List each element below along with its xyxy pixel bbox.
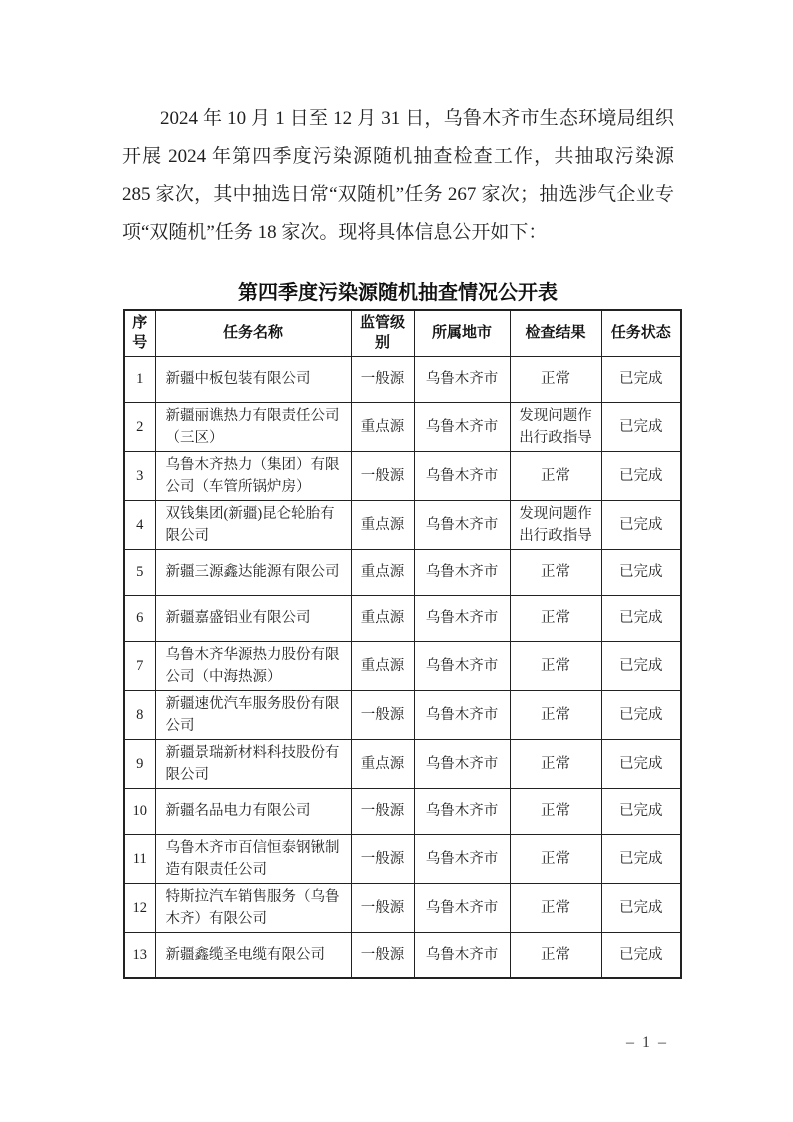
cell-seq: 12 xyxy=(124,883,155,932)
cell-seq: 13 xyxy=(124,932,155,978)
col-header-status: 任务状态 xyxy=(601,310,681,356)
table-row xyxy=(124,788,681,834)
cell-city: 乌鲁木齐市 xyxy=(414,356,510,402)
cell-task-name: 双钱集团(新疆)昆仑轮胎有限公司 xyxy=(155,500,351,549)
document-content xyxy=(122,100,674,979)
cell-level: 一般源 xyxy=(351,834,414,883)
cell-level: 一般源 xyxy=(351,883,414,932)
cell-level: 一般源 xyxy=(351,356,414,402)
intro-paragraph: 2024 年 10 月 1 日至 12 月 31 日，乌鲁木齐市生态环境局组织开展 2024 年第四季度污染源随机抽查检查工作，共抽取污染源 285 家次，其中抽选日常“双随机”任务 267 家次；抽选涉气企业专项“双随机”任务 18 家次。现将具体信息公开如下： xyxy=(122,108,674,243)
cell-seq: 11 xyxy=(124,834,155,883)
cell-task-name: 乌鲁木齐市百信恒泰钢锹制造有限责任公司 xyxy=(155,834,351,883)
cell-seq: 7 xyxy=(124,641,155,690)
cell-city: 乌鲁木齐市 xyxy=(414,739,510,788)
cell-city: 乌鲁木齐市 xyxy=(414,932,510,978)
cell-city: 乌鲁木齐市 xyxy=(414,451,510,500)
col-header-seq: 序号 xyxy=(124,310,155,356)
cell-result: 正常 xyxy=(510,451,601,500)
cell-level: 一般源 xyxy=(351,932,414,978)
cell-result: 正常 xyxy=(510,549,601,595)
table-row xyxy=(124,641,681,690)
cell-result: 正常 xyxy=(510,834,601,883)
cell-task-name: 新疆丽谯热力有限责任公司（三区） xyxy=(155,402,351,451)
cell-result: 正常 xyxy=(510,883,601,932)
cell-task-name: 新疆嘉盛铝业有限公司 xyxy=(155,595,351,641)
table-title: 第四季度污染源随机抽查情况公开表 xyxy=(238,282,558,304)
cell-status: 已完成 xyxy=(601,739,681,788)
cell-seq: 9 xyxy=(124,739,155,788)
table-row xyxy=(124,451,681,500)
cell-city: 乌鲁木齐市 xyxy=(414,690,510,739)
cell-task-name: 特斯拉汽车销售服务（乌鲁木齐）有限公司 xyxy=(155,883,351,932)
cell-level: 重点源 xyxy=(351,739,414,788)
cell-seq: 6 xyxy=(124,595,155,641)
cell-status: 已完成 xyxy=(601,641,681,690)
cell-level: 重点源 xyxy=(351,641,414,690)
col-header-name: 任务名称 xyxy=(155,310,351,356)
cell-city: 乌鲁木齐市 xyxy=(414,834,510,883)
cell-result: 正常 xyxy=(510,690,601,739)
cell-result: 正常 xyxy=(510,595,601,641)
cell-result: 正常 xyxy=(510,356,601,402)
cell-task-name: 新疆名品电力有限公司 xyxy=(155,788,351,834)
cell-seq: 3 xyxy=(124,451,155,500)
cell-result: 正常 xyxy=(510,739,601,788)
cell-task-name: 新疆中板包装有限公司 xyxy=(155,356,351,402)
cell-status: 已完成 xyxy=(601,402,681,451)
cell-city: 乌鲁木齐市 xyxy=(414,595,510,641)
cell-task-name: 新疆鑫缆圣电缆有限公司 xyxy=(155,932,351,978)
cell-result: 正常 xyxy=(510,641,601,690)
cell-task-name: 新疆速优汽车服务股份有限公司 xyxy=(155,690,351,739)
cell-status: 已完成 xyxy=(601,788,681,834)
cell-level: 一般源 xyxy=(351,788,414,834)
cell-city: 乌鲁木齐市 xyxy=(414,883,510,932)
table-row xyxy=(124,834,681,883)
cell-task-name: 新疆三源鑫达能源有限公司 xyxy=(155,549,351,595)
cell-task-name: 乌鲁木齐热力（集团）有限公司（车管所锅炉房） xyxy=(155,451,351,500)
table-row xyxy=(124,932,681,978)
table-row xyxy=(124,595,681,641)
cell-result: 正常 xyxy=(510,788,601,834)
cell-seq: 8 xyxy=(124,690,155,739)
cell-city: 乌鲁木齐市 xyxy=(414,402,510,451)
table-row xyxy=(124,402,681,451)
table-row xyxy=(124,500,681,549)
cell-city: 乌鲁木齐市 xyxy=(414,549,510,595)
cell-status: 已完成 xyxy=(601,883,681,932)
cell-seq: 4 xyxy=(124,500,155,549)
cell-level: 一般源 xyxy=(351,451,414,500)
cell-status: 已完成 xyxy=(601,356,681,402)
cell-status: 已完成 xyxy=(601,690,681,739)
cell-level: 重点源 xyxy=(351,595,414,641)
cell-seq: 1 xyxy=(124,356,155,402)
cell-seq: 5 xyxy=(124,549,155,595)
cell-level: 重点源 xyxy=(351,402,414,451)
table-row xyxy=(124,549,681,595)
cell-seq: 10 xyxy=(124,788,155,834)
table-row xyxy=(124,739,681,788)
cell-task-name: 新疆景瑞新材料科技股份有限公司 xyxy=(155,739,351,788)
cell-status: 已完成 xyxy=(601,932,681,978)
table-row xyxy=(124,690,681,739)
cell-city: 乌鲁木齐市 xyxy=(414,500,510,549)
cell-result: 正常 xyxy=(510,932,601,978)
col-header-result: 检查结果 xyxy=(510,310,601,356)
cell-level: 重点源 xyxy=(351,549,414,595)
cell-result: 发现问题作出行政指导 xyxy=(510,402,601,451)
inspection-table xyxy=(123,309,682,979)
cell-level: 重点源 xyxy=(351,500,414,549)
table-row xyxy=(124,356,681,402)
cell-city: 乌鲁木齐市 xyxy=(414,788,510,834)
cell-status: 已完成 xyxy=(601,451,681,500)
col-header-level: 监管级别 xyxy=(351,310,414,356)
cell-status: 已完成 xyxy=(601,549,681,595)
cell-seq: 2 xyxy=(124,402,155,451)
cell-task-name: 乌鲁木齐华源热力股份有限公司（中海热源） xyxy=(155,641,351,690)
table-header-row xyxy=(124,310,681,356)
page-number: – 1 – xyxy=(626,1034,668,1051)
table-row xyxy=(124,883,681,932)
cell-status: 已完成 xyxy=(601,500,681,549)
cell-city: 乌鲁木齐市 xyxy=(414,641,510,690)
cell-status: 已完成 xyxy=(601,595,681,641)
cell-result: 发现问题作出行政指导 xyxy=(510,500,601,549)
cell-status: 已完成 xyxy=(601,834,681,883)
col-header-city: 所属地市 xyxy=(414,310,510,356)
cell-level: 一般源 xyxy=(351,690,414,739)
